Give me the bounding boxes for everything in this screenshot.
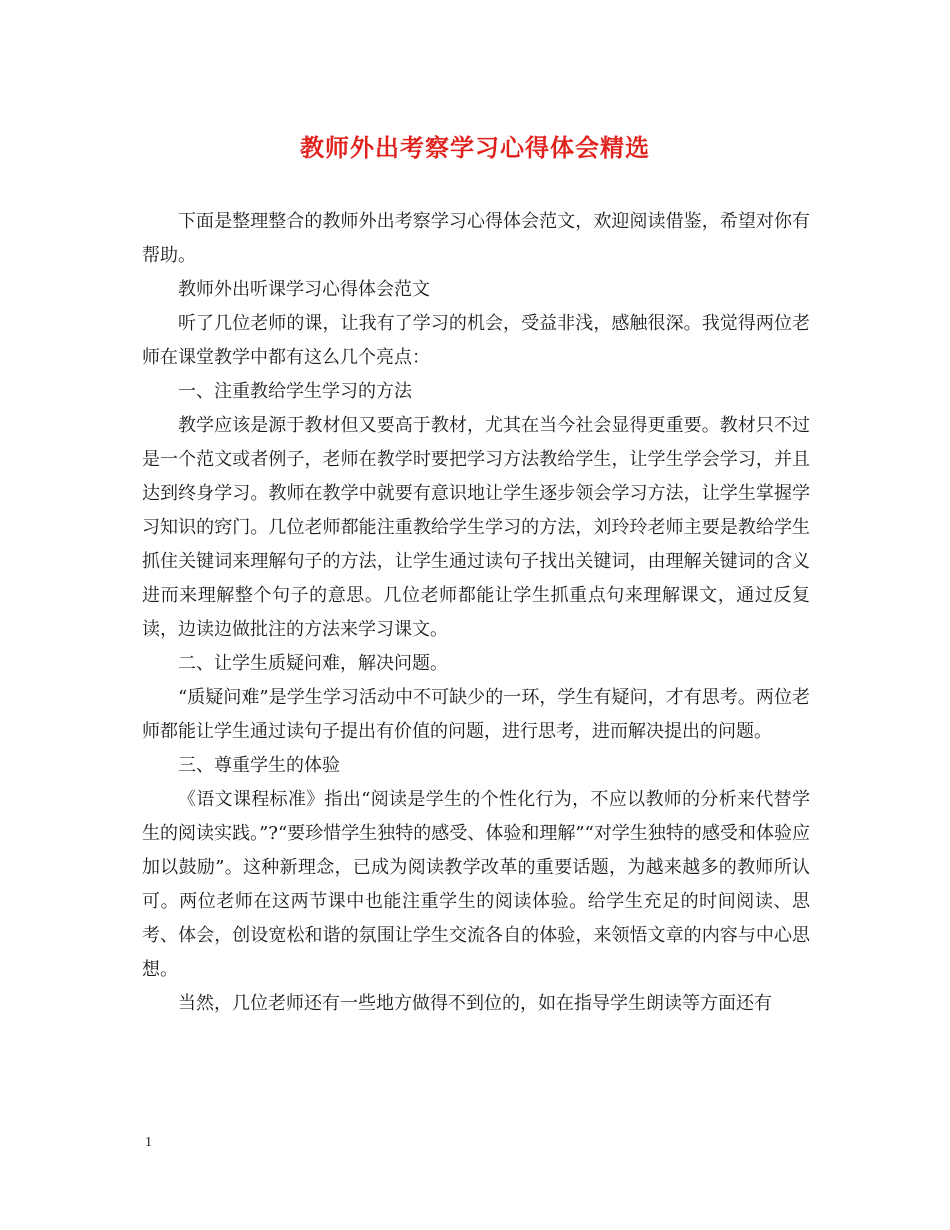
document-body bbox=[142, 205, 810, 1021]
heading-point-two: 二、让学生质疑问难，解决问题。 bbox=[178, 653, 448, 674]
paragraph-point-two: “质疑问难”是学生学习活动中不可缺少的一环，学生有疑问，才有思考。两位老师都能让学生通过读句子提出有价值的问题，进行思考，进而解决提出的问题。 bbox=[142, 687, 810, 742]
page-number: 1 bbox=[145, 1135, 152, 1150]
paragraph-point-one: 教学应该是源于教材但又要高于教材，尤其在当今社会显得更重要。教材只不过是一个范文或者例子，老师在教学时要把学习方法教给学生，让学生学会学习，并且达到终身学习。教师在教学中就要有意识地让学生逐步领会学习方法，让学生掌握学习知识的窍门。几位老师都能注重教给学生学习的方法，刘玲玲老师主要是教给学生抓住关键词来理解句子的方法，让学生通过读句子找出关键词，由理解关键词的含义进而来理解整个句子的意思。几位老师都能让学生抓重点句来理解课文，通过反复读，边读边做批注的方法来学习课文。 bbox=[142, 415, 810, 640]
document-title: 教师外出考察学习心得体会精选 bbox=[300, 134, 650, 162]
paragraph-opening: 听了几位老师的课，让我有了学习的机会，受益非浅，感触很深。我觉得两位老师在课堂教学中都有这么几个亮点： bbox=[142, 313, 810, 368]
paragraph-subtitle: 教师外出听课学习心得体会范文 bbox=[178, 279, 430, 300]
paragraph-intro: 下面是整理整合的教师外出考察学习心得体会范文，欢迎阅读借鉴，希望对你有帮助。 bbox=[142, 211, 810, 266]
heading-point-three: 三、尊重学生的体验 bbox=[178, 755, 340, 776]
heading-point-one: 一、注重教给学生学习的方法 bbox=[178, 381, 412, 402]
paragraph-point-three: 《语文课程标准》指出“阅读是学生的个性化行为，不应以教师的分析来代替学生的阅读实践。”?“要珍惜学生独特的感受、体验和理解”“对学生独特的感受和体验应加以鼓励”。这种新理念，已成为阅读教学改革的重要话题，为越来越多的教师所认可。两位老师在这两节课中也能注重学生的阅读体验。给学生充足的时间阅读、思考、体会，创设宽松和谐的氛围让学生交流各自的体验，来领悟文章的内容与中心思想。 bbox=[142, 789, 810, 980]
paragraph-closing: 当然，几位老师还有一些地方做得不到位的，如在指导学生朗读等方面还有 bbox=[178, 993, 772, 1014]
